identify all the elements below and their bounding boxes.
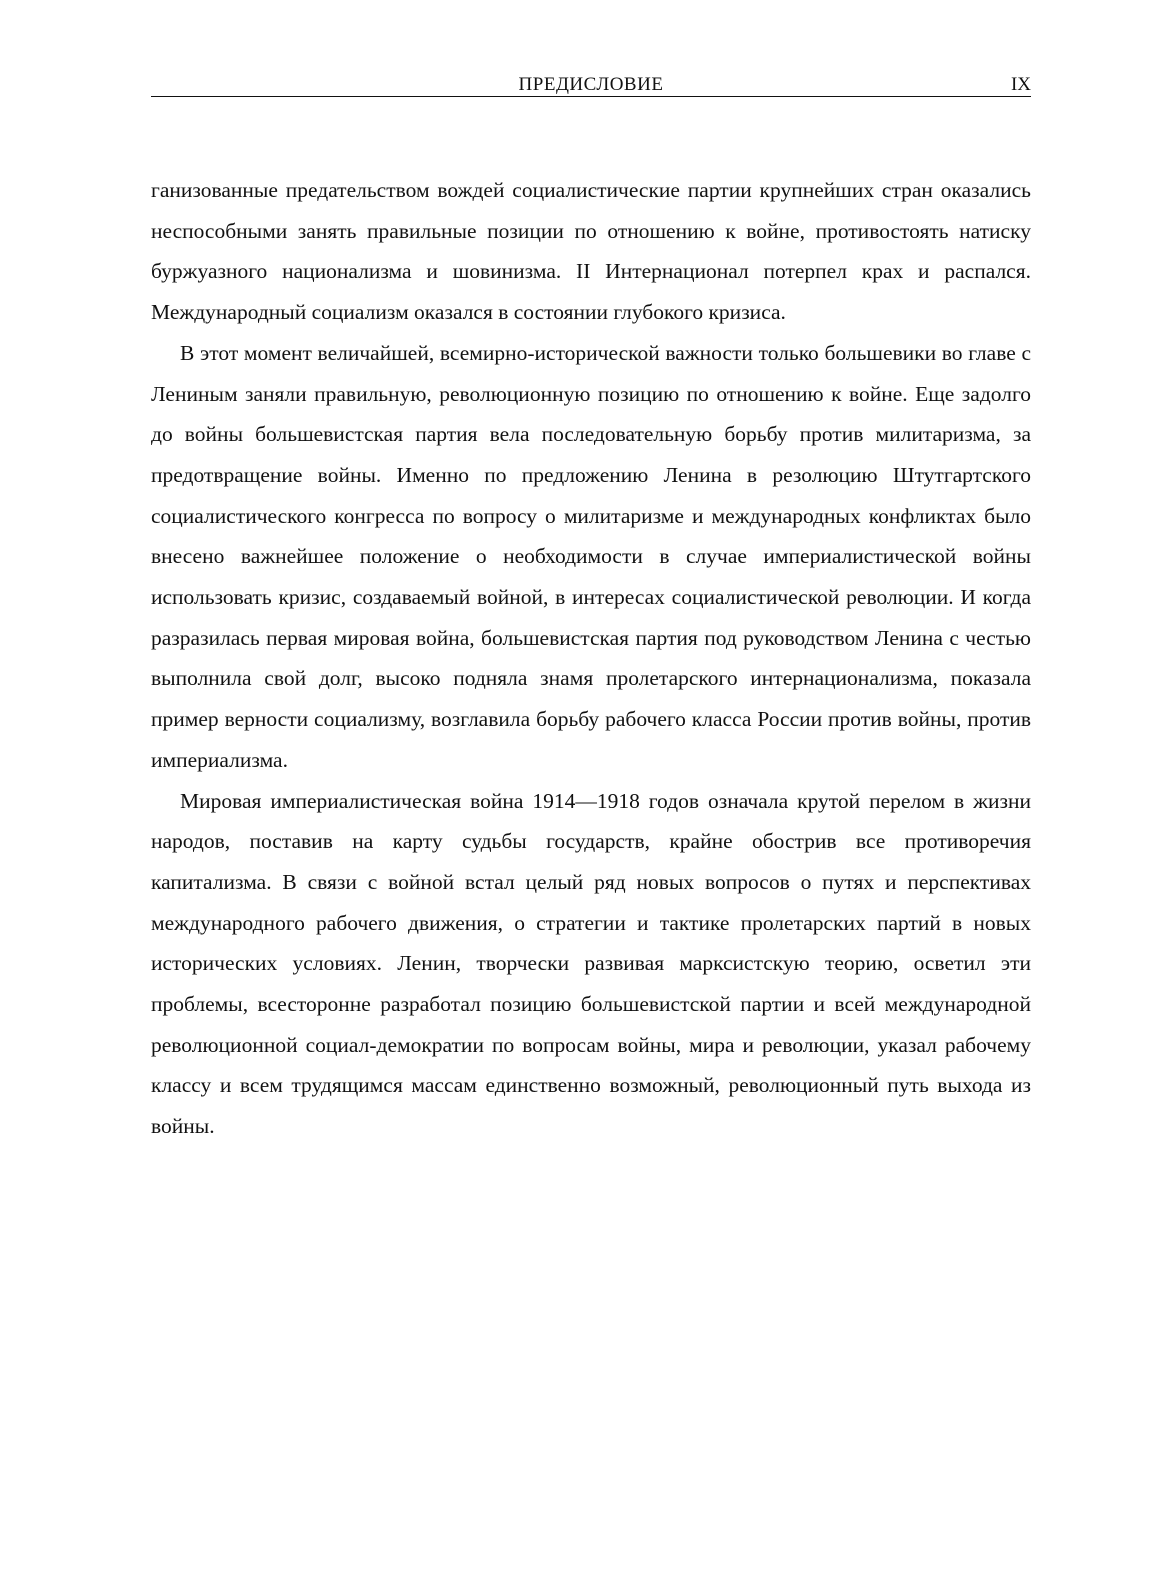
- body-text: [151, 170, 1031, 1147]
- paragraph: Мировая империалистическая война 1914—1918 годов означала крутой перелом в жизни народов, поставив на карту судьбы государств, крайне обострив все противоречия капитализма. В связи с войной встал целый ряд новых вопросов о путях и перспективах международного рабочего движения, о стратегии и тактике пролетарских партий в новых исторических условиях. Ленин, творчески развивая марксистскую теорию, осветил эти проблемы, всесторонне разработал позицию большевистской партии и всей международной революционной социал-демократии по вопросам войны, мира и революции, указал рабочему классу и всем трудящимся массам единственно возможный, революционный путь выхода из войны.: [151, 788, 1031, 1139]
- paragraph-continued: ганизованные предательством вождей социалистические партии крупнейших стран оказались неспособными занять правильные позиции по отношению к войне, противостоять натиску буржуазного национализма и шовинизма. II Интернационал потерпел крах и распался. Международный социализм оказался в состоянии глубокого кризиса.: [151, 178, 1031, 325]
- page-number: IX: [1010, 74, 1031, 95]
- running-header: [151, 74, 1031, 97]
- header-title: ПРЕДИСЛОВИЕ: [518, 74, 664, 95]
- paragraph: В этот момент величайшей, всемирно-исторической важности только большевики во главе с Лениным заняли правильную, революционную позицию по отношению к войне. Еще задолго до войны большевистская партия вела последовательную борьбу против милитаризма, за предотвращение войны. Именно по предложению Ленина в резолюцию Штутгартского социалистического конгресса по вопросу о милитаризме и международных конфликтах было внесено важнейшее положение о необходимости в случае империалистической войны использовать кризис, создаваемый войной, в интересах социалистической революции. И когда разразилась первая мировая война, большевистская партия под руководством Ленина с честью выполнила свой долг, высоко подняла знамя пролетарского интернационализма, показала пример верности социализму, возглавила борьбу рабочего класса России против войны, против империализма.: [151, 340, 1031, 772]
